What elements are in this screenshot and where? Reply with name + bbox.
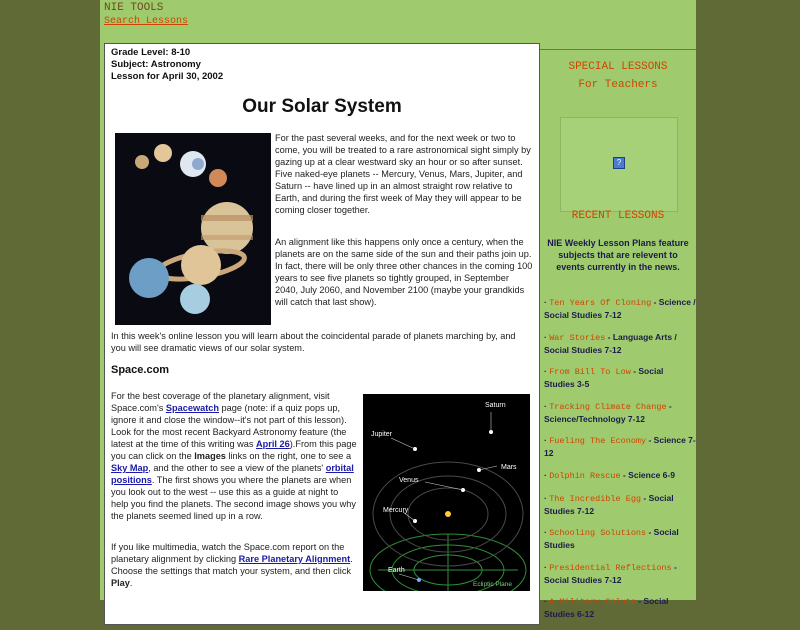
recent-lesson-item: · Tracking Climate Change - Science/Technology 7-12 xyxy=(544,400,672,424)
recent-lesson-item: · Fueling The Economy - Science 7-12 xyxy=(544,435,696,459)
recent-lesson-item: · Schooling Solutions - Social Studies xyxy=(544,527,679,551)
recent-lesson-subject: - Social Studies xyxy=(544,527,679,551)
sky-map-link[interactable]: Sky Map xyxy=(111,463,149,473)
recent-lesson-item: · Ten Years Of Cloning - Science / Social Studies 7-12 xyxy=(544,297,696,320)
lesson-content xyxy=(104,43,540,625)
april-26-link[interactable]: April 26 xyxy=(256,439,290,449)
rare-alignment-link[interactable]: Rare Planetary Alignment xyxy=(238,554,351,564)
recent-lesson-link[interactable]: Tracking Climate Change xyxy=(549,401,667,412)
orbit-label-jupiter: Jupiter xyxy=(371,431,393,438)
recent-lesson-item: · Dolphin Rescue - Science 6-9 xyxy=(544,469,675,481)
orbit-label-saturn: Saturn xyxy=(485,402,506,409)
solar-system-image xyxy=(115,133,271,325)
search-lessons-link[interactable]: Search Lessons xyxy=(104,16,189,27)
section-heading-space: Space.com xyxy=(111,364,170,376)
orbit-label-ecliptic: Ecliptic Plane xyxy=(473,581,513,588)
text: . xyxy=(129,578,133,588)
recent-lesson-item: · The Incredible Egg - Social Studies 7-12 xyxy=(544,492,674,516)
grade-level: Grade Level: 8-10 xyxy=(111,47,191,58)
recent-lessons-heading: RECENT LESSONS xyxy=(571,210,665,222)
text: . Choose the settings that match your system, and then click xyxy=(111,554,353,576)
subject: Subject: Astronomy xyxy=(111,59,201,70)
recent-lesson-link[interactable]: Ten Years Of Cloning xyxy=(549,298,652,308)
page-title: Our Solar System xyxy=(242,96,402,117)
sidebar-divider xyxy=(540,49,696,50)
orbital-positions-image xyxy=(363,394,530,591)
orbit-label-mercury: Mercury xyxy=(383,507,409,514)
intro-paragraph-3: In this week's online lesson you will learn about the coincidental parade of planets marching by, and you will see dramatic views of our solar system. xyxy=(111,331,516,353)
recent-lesson-subject: - Social Studies 6-12 xyxy=(544,596,669,620)
page-background xyxy=(100,0,696,620)
orbital-positions-link[interactable]: orbital positions xyxy=(111,463,354,485)
orbit-label-venus: Venus xyxy=(399,477,419,484)
recent-lessons-description: NIE Weekly Lesson Plans feature subjects that are relevent to events currently in the news. xyxy=(547,238,689,272)
lesson-meta xyxy=(111,47,223,83)
special-lessons-heading: SPECIAL LESSONS xyxy=(568,61,668,73)
intro-paragraph-2: An alignment like this happens only once a century, when the planets are on the same side of the sun and their paths join up. In fact, there will be only three other chances in the coming 100 years to see five planets so tightly grouped, in September 2040, July 2060, and November 2100 (maybe your grandkids will catch that last show). xyxy=(275,237,533,307)
recent-lesson-subject: - Science/Technology 7-12 xyxy=(544,400,672,424)
broken-image-icon: ? xyxy=(613,157,625,169)
recent-lesson-subject: - Science 6-9 xyxy=(620,469,675,480)
recent-lesson-link[interactable]: Presidential Reflections xyxy=(549,562,672,573)
spacewatch-link[interactable]: Spacewatch xyxy=(165,403,219,413)
space-paragraph-1 xyxy=(111,390,357,522)
recent-lesson-subject: - Social Studies 7-12 xyxy=(544,561,677,585)
recent-lesson-subject: - Social Studies 3-5 xyxy=(544,366,664,390)
lesson-date: Lesson for April 30, 2002 xyxy=(111,71,224,82)
play-bold: Play xyxy=(111,578,130,588)
recent-lesson-subject: - Science / Social Studies 7-12 xyxy=(544,297,696,320)
recent-lesson-link[interactable]: Schooling Solutions xyxy=(549,528,647,539)
text: . The first shows you where the planets are when you look out to the west -- use this as a guide at night to help you find the planets. The second image shows you why the planets seemed lined up in a row. xyxy=(111,475,356,521)
recent-lesson-link[interactable]: A Military Salute xyxy=(549,597,636,608)
text: page (note: if a quiz pops up, ignore it and close the window--it's not part of this lesson). Look for the most recent Backyard Astronomy feature (the latest at the time of this writing was xyxy=(111,403,347,449)
for-teachers-heading: For Teachers xyxy=(578,79,658,91)
recent-lesson-link[interactable]: Fueling The Economy xyxy=(549,436,647,447)
recent-lessons-list xyxy=(544,296,696,630)
recent-lesson-subject: - Science 7-12 xyxy=(544,435,696,459)
recent-lesson-link[interactable]: Dolphin Rescue xyxy=(549,470,621,481)
recent-lesson-item: · Presidential Reflections - Social Studies 7-12 xyxy=(544,561,677,585)
special-lesson-image[interactable] xyxy=(560,117,678,212)
text: ).From this page you can click on the xyxy=(111,439,357,461)
orbit-label-earth: Earth xyxy=(388,567,405,574)
text: For the best coverage of the planetary alignment, visit Space.com's xyxy=(111,391,330,413)
recent-lesson-item: · From Bill To Low - Social Studies 3-5 xyxy=(544,366,664,390)
recent-lesson-link[interactable]: From Bill To Low xyxy=(549,367,631,378)
images-bold: Images xyxy=(194,451,226,461)
recent-lesson-item: · A Military Salute - Social Studies 6-12 xyxy=(544,596,669,620)
recent-lesson-link[interactable]: The Incredible Egg xyxy=(549,493,642,504)
nie-tools-link[interactable]: NIE TOOLS xyxy=(104,2,164,14)
intro-paragraph-1: For the past several weeks, and for the next week or two to come, you will be treated to a rare astronomical sight simply by gazing up at a clear westward sky an hour or so after sunset. Five naked-eye planets -- Mercury, Venus, Mars, Jupiter, and Saturn -- have lined up in an almost straight row relative to Earth, and during the first week of May they will appear to be coming closer together. xyxy=(275,133,531,215)
text: links on the right, one to see a xyxy=(225,451,352,461)
recent-lesson-subject: - Language Arts / Social Studies 7-12 xyxy=(544,331,677,355)
recent-lesson-subject: - Social Studies 7-12 xyxy=(544,492,674,516)
sidebar xyxy=(540,44,696,620)
text: If you like multimedia, watch the Space.com report on the planetary alignment by clicking xyxy=(111,542,345,564)
orbit-label-mars: Mars xyxy=(501,464,517,471)
recent-lesson-item: · War Stories - Language Arts / Social Studies 7-12 xyxy=(544,331,677,355)
text: , and the other to see a view of the planets' xyxy=(148,463,326,473)
space-paragraph-2 xyxy=(111,541,357,589)
recent-lesson-link[interactable]: War Stories xyxy=(549,332,606,343)
